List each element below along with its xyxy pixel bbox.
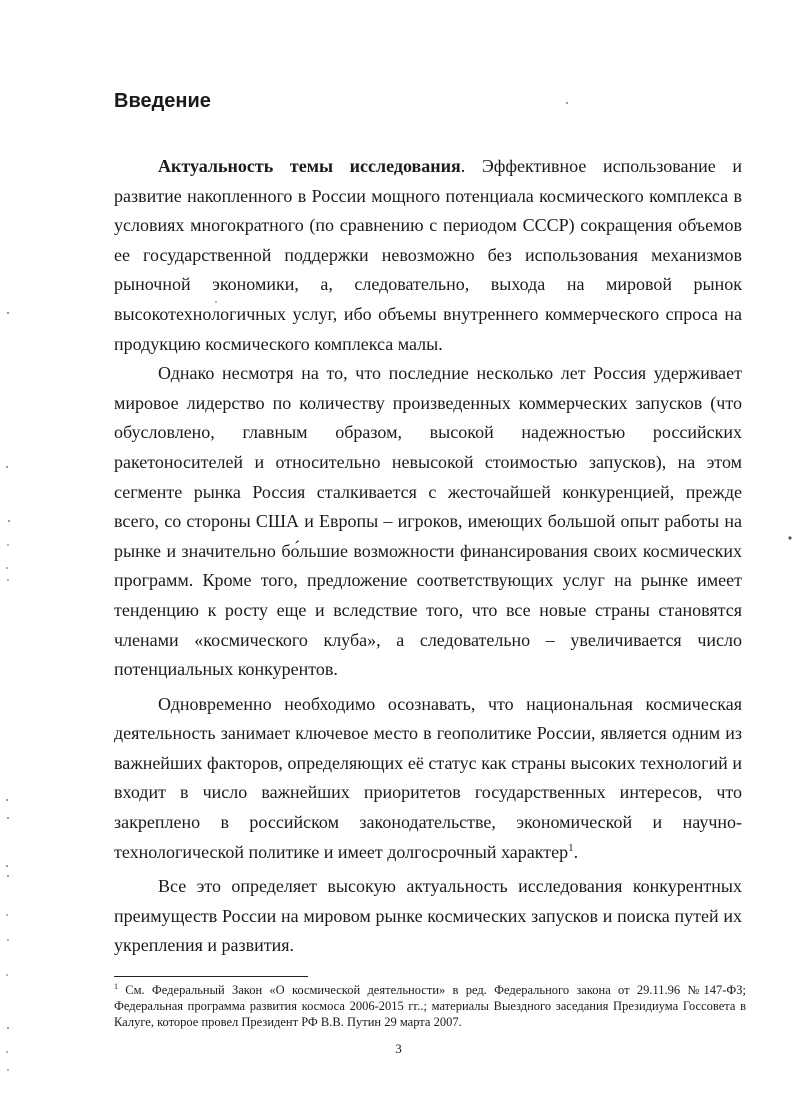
paragraph-text: Все это определяет высокую актуальность исследования конкурентных преимуществ России на мировом рынке космических запусков и поиска путей их укрепления и развития. — [114, 876, 742, 956]
paragraph-text: . Эффективное использование и развитие накопленного в России мощного потенциала космического комплекса в условиях многократного (по сравнению с периодом СССР) сокращения объемов ее государственной поддержки невозможно без использования механизмов рыночной экономики, а, следовательно, выхода на мировой рынок высокотехнологичных услуг, ибо объемы внутреннего коммерческого спроса на продукцию космического комплекса малы. — [114, 156, 743, 354]
footnote-text: См. Федеральный Закон «О космической деятельности» в ред. Федерального закона от 29.11.96 №147-ФЗ; Федеральная программа развития космоса 2006-2015 гг..; материалы Выездного заседания Президиума Госсовета в Калуге, которое провел Президент РФ В.В. Путин 29 марта 2007. — [114, 983, 746, 1029]
page-heading: Введение — [114, 90, 211, 112]
page-number: 3 — [395, 1041, 402, 1056]
footnote-marker: 1 — [114, 981, 118, 991]
paragraph-lead: Актуальность темы исследования — [158, 156, 461, 176]
paragraph-text: Одновременно необходимо осознавать, что национальная космическая деятельность занимает ключевое место в геополитике России, является одним из важнейших факторов, определяющих её статус как страны высоких технологий и входит в число важнейших приоритетов государственных интересов, что закреплено в российском законодательстве, экономической и научно-технологической политике и имеет долгосрочный характер — [114, 693, 742, 862]
footnote-reference[interactable]: 1 — [568, 841, 574, 854]
paragraph-tail: . — [573, 841, 579, 862]
paragraph-text: Однако несмотря на то, что последние несколько лет Россия удерживает мировое лидерство по количеству произведенных коммерческих запусков (что обусловлено, главным образом, высокой надежностью российских ракетоносителей и относительно невысокой стоимостью запусков), на этом сегменте рынка Россия сталкивается с жесточайшей конкуренцией, прежде всего, со стороны США и Европы – игроков, имеющих большой опыт работы на рынке и значительно бо́льшие возможности финансирования своих космических программ. Кроме того, предложение соответствующих услуг на рынке имеет тенденцию к росту еще и вследствие того, что все новые страны становятся членами «космического клуба», а следовательно – увеличивается число потенциальных конкурентов. — [114, 363, 742, 680]
